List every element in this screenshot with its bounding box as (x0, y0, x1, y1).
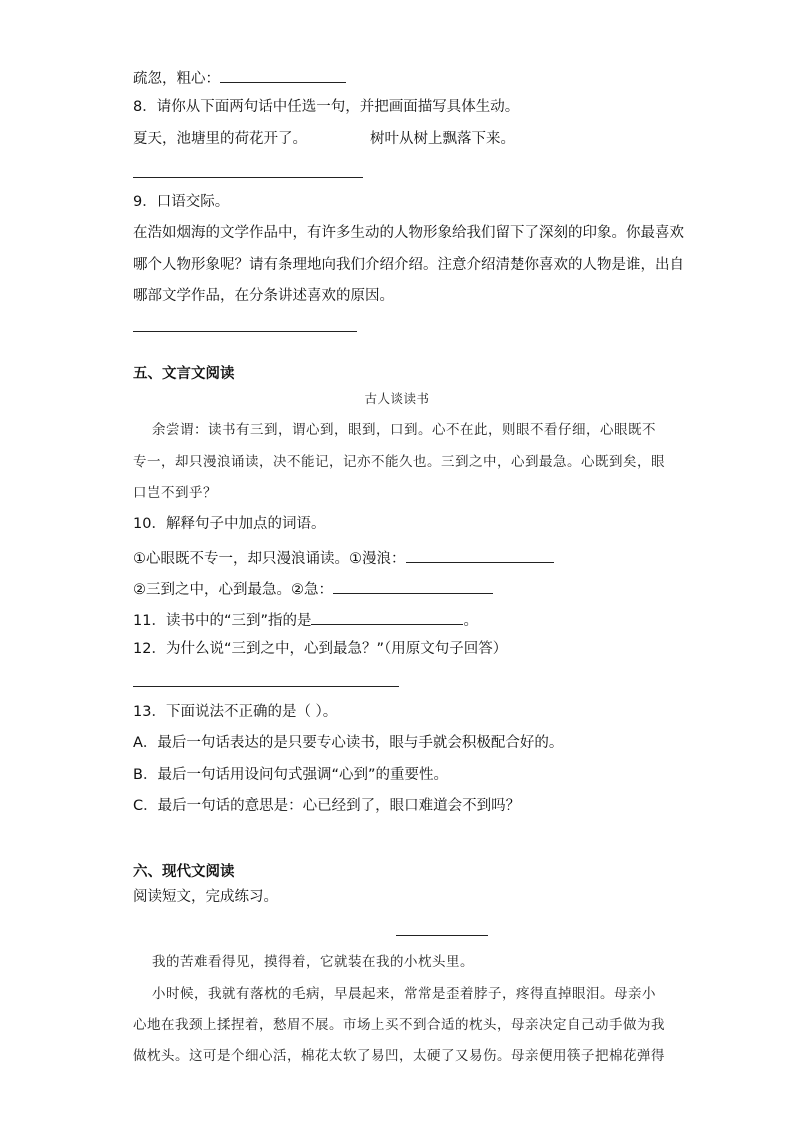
q10-item-1 (133, 546, 554, 569)
section6-passage-line-1: 我的苦难看得见，摸得着，它就装在我的小枕头里。 (152, 954, 474, 970)
q11-line (133, 608, 478, 631)
section5-passage-line-2: 专一，却只漫浪诵读，决不能记，记亦不能久也。三到之中，心到最急。心既到矣，眼 (133, 454, 665, 470)
q10-prompt: 10．解释句子中加点的词语。 (133, 516, 326, 532)
q12-answer-line[interactable] (133, 686, 399, 687)
q9-prompt: 9．口语交际。 (133, 194, 230, 210)
q13-option-c[interactable]: C．最后一句话的意思是：心已经到了，眼口难道会不到吗？ (133, 798, 521, 814)
q9-body-line-2: 哪个人物形象呢？请有条理地向我们介绍介绍。注意介绍清楚你喜欢的人物是谁，出自 (133, 257, 684, 273)
section6-passage-line-3: 心地在我颈上揉捏着，愁眉不展。市场上买不到合适的枕头，母亲决定自己动手做为我 (133, 1017, 665, 1033)
q7-tail-text: 疏忽，粗心： (133, 71, 220, 87)
q12-prompt: 12．为什么说“三到之中，心到最急？”（用原文句子回答） (133, 641, 508, 657)
q10-item-1-text: ①心眼既不专一，却只漫浪诵读。①漫浪： (133, 551, 406, 567)
section6-passage-line-4: 做枕头。这可是个细心活，棉花太软了易凹，太硬了又易伤。母亲便用筷子把棉花弹得 (133, 1048, 665, 1064)
q10-item-2-text: ②三到之中，心到最急。②急： (133, 582, 333, 598)
q13-prompt: 13．下面说法不正确的是（ ）。 (133, 704, 338, 720)
q9-answer-line[interactable] (133, 331, 357, 332)
section6-instruction: 阅读短文，完成练习。 (133, 889, 278, 905)
q10-item-2 (133, 577, 493, 600)
section5-passage-line-1: 余尝谓：读书有三到，谓心到，眼到，口到。心不在此，则眼不看仔细，心眼既不 (152, 422, 656, 438)
q9-body-line-3: 哪部文学作品，在分条讲述喜欢的原因。 (133, 288, 394, 304)
section5-heading: 五、文言文阅读 (133, 366, 235, 382)
q13-option-a[interactable]: A．最后一句话表达的是只要专心读书，眼与手就会积极配合好的。 (133, 735, 564, 751)
q7-tail-line (133, 66, 346, 89)
q11-blank[interactable] (311, 608, 463, 625)
section6-heading: 六、现代文阅读 (133, 864, 235, 880)
q10-item-1-blank[interactable] (406, 546, 554, 563)
q8-prompt: 8．请你从下面两句话中任选一句，并把画面描写具体生动。 (133, 99, 520, 115)
q10-item-2-blank[interactable] (333, 577, 493, 594)
q8-answer-line[interactable] (133, 177, 363, 178)
q11-text-after: 。 (463, 613, 478, 629)
q8-option-b: 树叶从树上飘落下来。 (370, 131, 515, 147)
q7-answer-blank[interactable] (220, 66, 346, 83)
section6-title-blank[interactable] (396, 935, 488, 936)
q11-text-before: 11．读书中的“三到”指的是 (133, 613, 312, 629)
q13-option-b[interactable]: B．最后一句话用设问句式强调“心到”的重要性。 (133, 767, 448, 783)
q9-body-line-1: 在浩如烟海的文学作品中，有许多生动的人物形象给我们留下了深刻的印象。你最喜欢 (133, 225, 684, 241)
section5-passage-title: 古人谈读书 (364, 391, 430, 406)
section5-passage-line-3: 口岂不到乎？ (133, 485, 217, 501)
q8-option-a: 夏天，池塘里的荷花开了。 (133, 131, 307, 147)
section6-passage-line-2: 小时候，我就有落枕的毛病，早晨起来，常常是歪着脖子，疼得直掉眼泪。母亲小 (152, 986, 656, 1002)
